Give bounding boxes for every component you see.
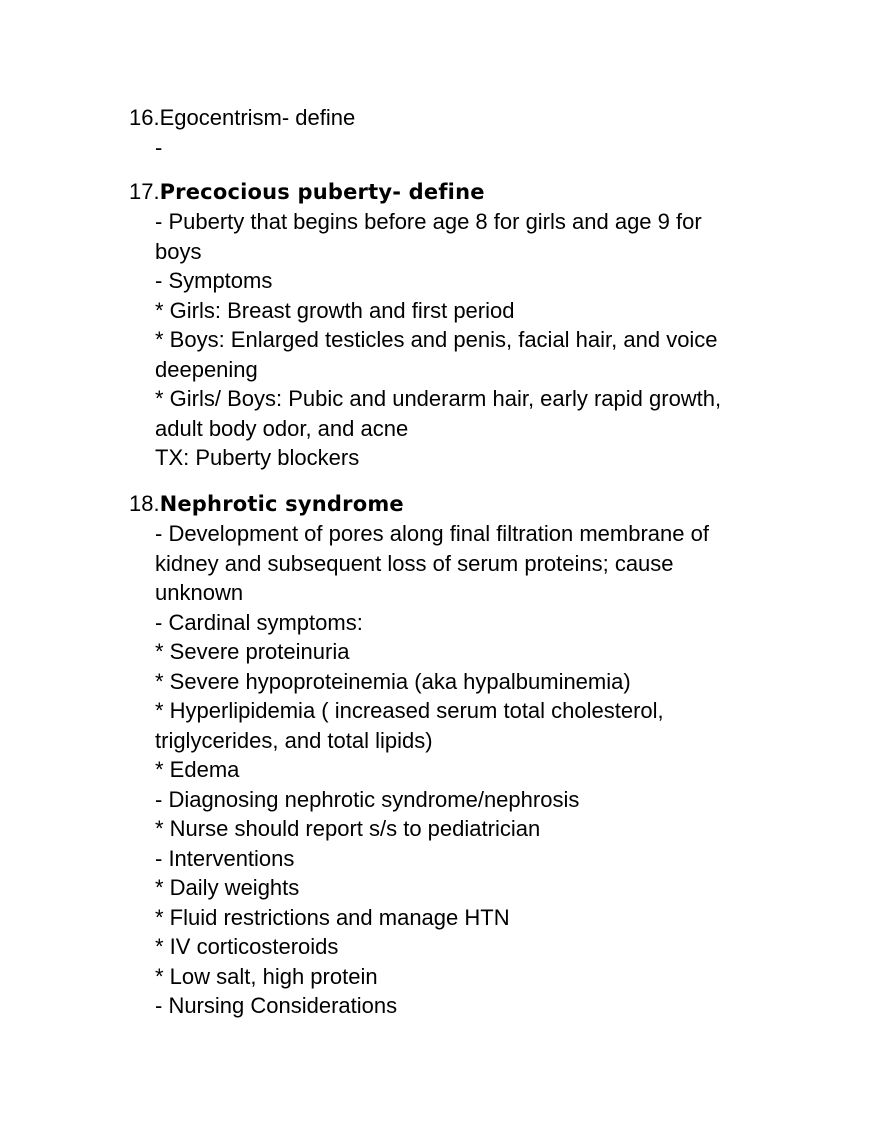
section-title: Precocious puberty- define xyxy=(159,180,485,204)
body-line: * Nurse should report s/s to pediatrician xyxy=(155,816,541,841)
body-line: * Girls/ Boys: Pubic and underarm hair, early rapid growth, xyxy=(155,386,722,411)
section-body xyxy=(155,133,755,163)
body-line: boys xyxy=(155,238,202,264)
body-line: kidney and subsequent loss of serum proteins; cause xyxy=(155,550,674,576)
body-line: TX: Puberty blockers xyxy=(155,445,360,470)
section-number: 16. xyxy=(129,105,160,130)
section-title: Nephrotic syndrome xyxy=(159,492,404,516)
body-line: - Cardinal symptoms: xyxy=(155,609,363,635)
body-line: - Symptoms xyxy=(155,268,273,293)
body-line: * Severe hypoproteinemia (aka hypalbuminemia) xyxy=(155,668,631,694)
body-line: * Hyperlipidemia ( increased serum total cholesterol, xyxy=(155,698,664,723)
section-number: 17. xyxy=(129,179,160,204)
section-heading xyxy=(129,177,769,207)
body-line: - Nursing Considerations xyxy=(155,993,398,1018)
body-line: - Diagnosing nephrotic syndrome/nephrosis xyxy=(155,786,580,812)
section-body xyxy=(155,207,755,473)
section-title: Egocentrism- define xyxy=(159,105,356,130)
body-line: * IV corticosteroids xyxy=(155,934,339,959)
body-line: deepening xyxy=(155,356,258,382)
body-line: triglycerides, and total lipids) xyxy=(155,727,433,753)
section-number: 18. xyxy=(129,491,160,516)
body-line: * Edema xyxy=(155,757,240,782)
body-line: * Fluid restrictions and manage HTN xyxy=(155,904,510,930)
body-line: - xyxy=(155,135,163,160)
body-line: - Development of pores along final filtration membrane of xyxy=(155,521,709,546)
section-heading xyxy=(129,103,769,133)
body-line: adult body odor, and acne xyxy=(155,415,409,441)
section-body xyxy=(155,519,755,1021)
section-precocious-puberty xyxy=(129,177,769,473)
section-nephrotic-syndrome xyxy=(129,489,769,1021)
body-line: - Interventions xyxy=(155,845,295,871)
section-egocentrism xyxy=(129,103,769,163)
body-line: - Puberty that begins before age 8 for girls and age 9 for xyxy=(155,209,702,234)
body-line: unknown xyxy=(155,580,244,605)
body-line: * Severe proteinuria xyxy=(155,639,350,664)
body-line: * Boys: Enlarged testicles and penis, facial hair, and voice xyxy=(155,327,718,352)
body-line: * Low salt, high protein xyxy=(155,963,378,989)
body-line: * Girls: Breast growth and first period xyxy=(155,297,515,323)
body-line: * Daily weights xyxy=(155,875,300,900)
section-heading xyxy=(129,489,769,519)
